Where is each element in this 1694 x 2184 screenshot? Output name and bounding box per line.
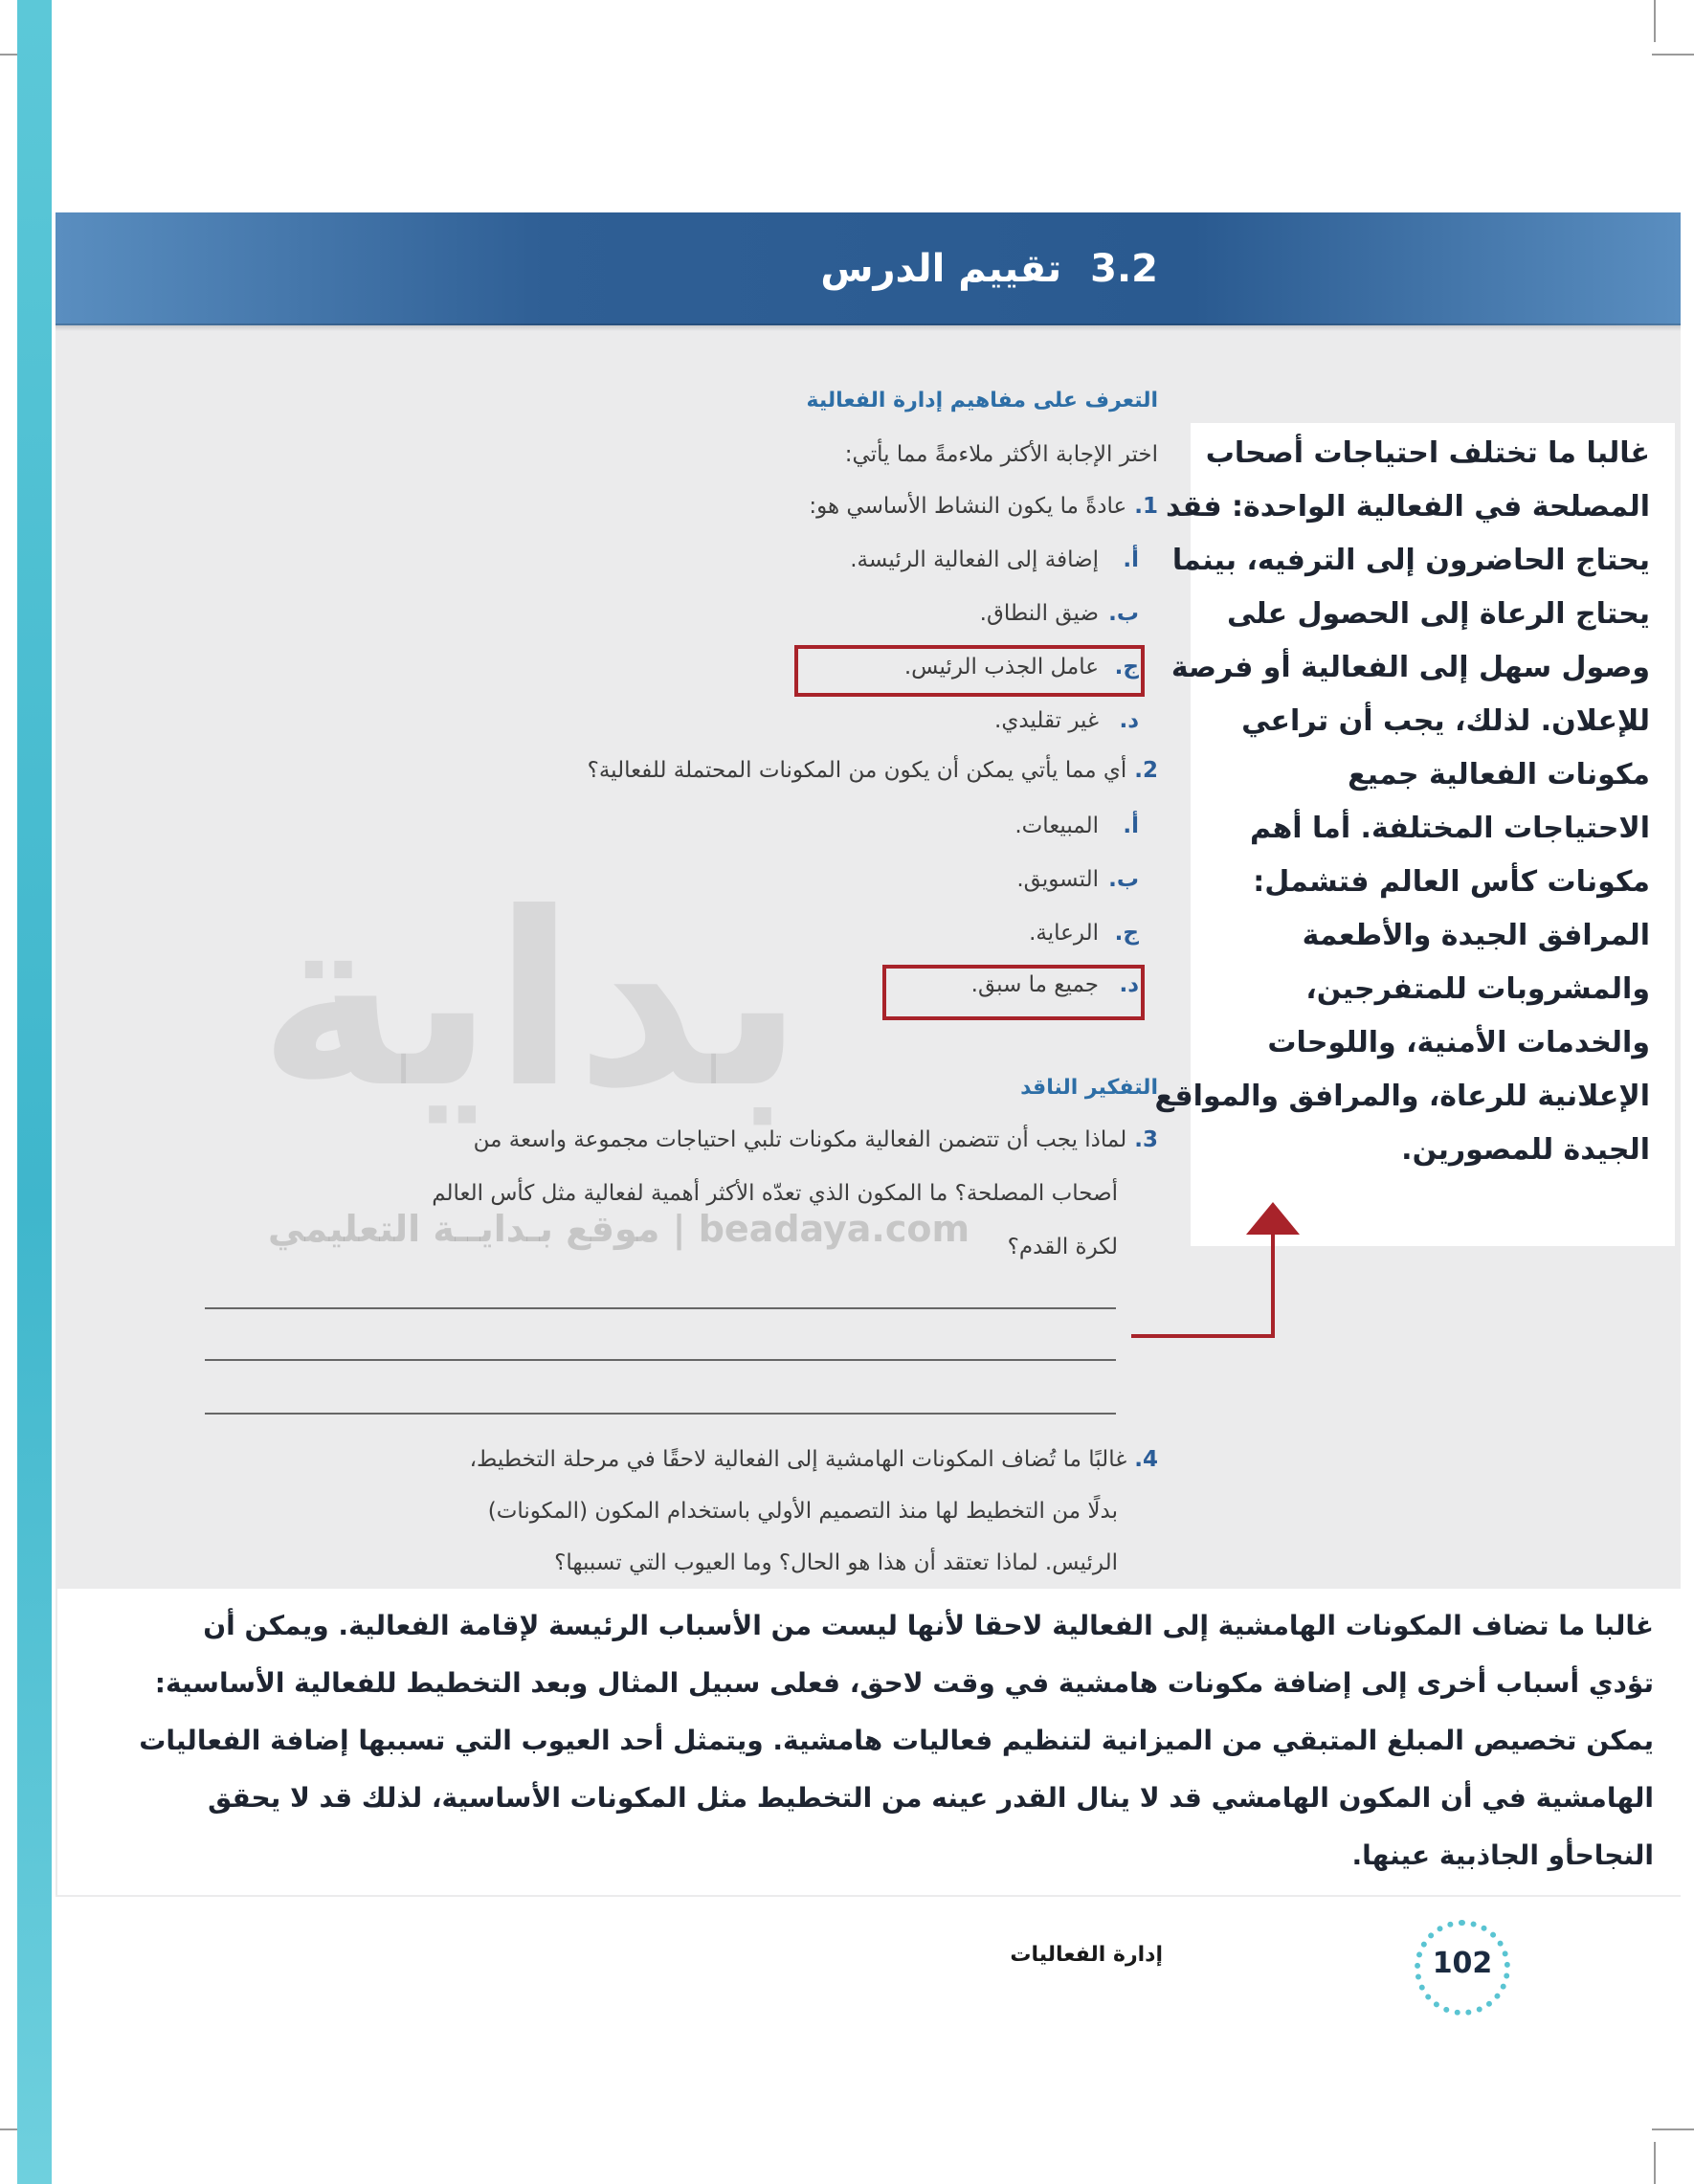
section-heading-concepts: التعرف على مفاهيم إدارة الفعالية bbox=[806, 389, 1158, 412]
note-line: الإعلانية للرعاة، والمرافق والمواقع bbox=[1154, 1080, 1650, 1113]
question-number: 4. bbox=[1134, 1447, 1158, 1472]
answer-line bbox=[205, 1307, 1116, 1309]
crop-mark bbox=[1654, 2142, 1656, 2184]
side-color-stripe bbox=[17, 0, 52, 2184]
answer-note-right bbox=[1154, 423, 1675, 1246]
option-letter: ج. bbox=[1114, 655, 1139, 680]
note-line: وصول سهل إلى الفعالية أو فرصة bbox=[1170, 651, 1650, 684]
answer-note-bottom bbox=[57, 1589, 1681, 1895]
question-number: 3. bbox=[1134, 1127, 1158, 1152]
note-line: يحتاج الرعاة إلى الحصول على bbox=[1226, 597, 1650, 631]
option-text: إضافة إلى الفعالية الرئيسة. bbox=[850, 547, 1099, 572]
option-letter: ب. bbox=[1108, 601, 1139, 626]
question-3-line-2: أصحاب المصلحة؟ ما المكون الذي تعدّه الأكثر أهمية لفعالية مثل كأس العالم bbox=[432, 1181, 1118, 1206]
note-line: مكونات الفعالية جميع bbox=[1348, 758, 1650, 791]
q2-option-b bbox=[1016, 867, 1139, 892]
page-title bbox=[820, 247, 1158, 291]
question-text: عادةً ما يكون النشاط الأساسي هو: bbox=[809, 494, 1127, 519]
question-4-line-2: بدلًا من التخطيط لها منذ التصميم الأولي باستخدام المكون (المكونات) bbox=[487, 1499, 1118, 1524]
option-letter: أ. bbox=[1123, 547, 1139, 572]
section-title: تقييم الدرس bbox=[820, 247, 1062, 291]
note-line: تؤدي أسباب أخرى إلى إضافة مكونات هامشية في وقت لاحق، فعلى سبيل المثال وبعد التخطيط للفعالية الأساسية: bbox=[154, 1667, 1654, 1699]
option-text: غير تقليدي. bbox=[994, 708, 1099, 733]
note-line: للإعلان. لذلك، يجب أن تراعي bbox=[1241, 704, 1650, 738]
option-text: المبيعات. bbox=[1014, 813, 1099, 838]
q1-option-a bbox=[850, 547, 1139, 572]
question-number: 2. bbox=[1134, 758, 1158, 783]
question-text: لماذا يجب أن تتضمن الفعالية مكونات تلبي احتياجات مجموعة واسعة من bbox=[473, 1127, 1127, 1152]
question-2 bbox=[588, 758, 1158, 783]
q1-option-b bbox=[980, 601, 1139, 626]
question-3-line-1 bbox=[474, 1127, 1158, 1152]
question-text: أي مما يأتي يمكن أن يكون من المكونات المحتملة للفعالية؟ bbox=[587, 758, 1127, 783]
section-number: 3.2 bbox=[1090, 247, 1158, 291]
note-line: الجيدة للمصورين. bbox=[1401, 1133, 1650, 1167]
option-text: عامل الجذب الرئيس. bbox=[903, 655, 1099, 680]
note-line: يحتاج الحاضرون إلى الترفيه، بينما bbox=[1171, 544, 1650, 577]
note-line: النجاحأو الجاذبية عينها. bbox=[1351, 1839, 1654, 1871]
page-number: 102 bbox=[1432, 1947, 1493, 1980]
footer-book-title: إدارة الفعاليات bbox=[1010, 1943, 1163, 1967]
crop-mark bbox=[1652, 2128, 1694, 2130]
crop-mark bbox=[1654, 0, 1656, 42]
question-4-line-1 bbox=[470, 1447, 1158, 1472]
crop-mark bbox=[1652, 54, 1694, 56]
q2-option-c bbox=[1029, 921, 1139, 946]
answer-highlight-box bbox=[794, 645, 1145, 697]
note-line: المرافق الجيدة والأطعمة bbox=[1302, 919, 1650, 952]
note-line: مكونات كأس العالم فتشمل: bbox=[1253, 865, 1650, 899]
answer-line bbox=[205, 1359, 1116, 1361]
option-letter: د. bbox=[1119, 972, 1139, 997]
section-heading-critical-thinking: التفكير الناقد bbox=[1020, 1076, 1158, 1100]
instruction-text: اختر الإجابة الأكثر ملاءمةً مما يأتي: bbox=[844, 442, 1158, 467]
note-line: المصلحة في الفعالية الواحدة: فقد bbox=[1166, 490, 1650, 524]
q2-option-a bbox=[1014, 813, 1139, 838]
option-letter: د. bbox=[1119, 708, 1139, 733]
note-line: غالبا ما تضاف المكونات الهامشية إلى الفعالية لاحقا لأنها ليست من الأسباب الرئيسة لإقامة الفعالية. ويمكن أن bbox=[203, 1610, 1654, 1641]
q1-option-d bbox=[994, 708, 1139, 733]
question-text: غالبًا ما تُضاف المكونات الهامشية إلى الفعالية لاحقًا في مرحلة التخطيط، bbox=[469, 1447, 1127, 1472]
option-letter: ج. bbox=[1114, 921, 1139, 946]
note-line: والخدمات الأمنية، واللوحات bbox=[1267, 1026, 1650, 1059]
watermark-site: beadaya.com | موقع بـدايــة التعليمي bbox=[268, 1208, 970, 1250]
header-shadow bbox=[56, 323, 1681, 331]
option-text: الرعاية. bbox=[1029, 921, 1099, 946]
question-number: 1. bbox=[1134, 494, 1158, 519]
note-line: يمكن تخصيص المبلغ المتبقي من الميزانية لتنظيم فعاليات هامشية. ويتمثل أحد العيوب التي تسببها إضافة الفعاليات bbox=[139, 1725, 1654, 1756]
option-text: التسويق. bbox=[1016, 867, 1099, 892]
note-line: الاحتياجات المختلفة. أما أهم bbox=[1249, 812, 1650, 845]
note-line: الهامشية في أن المكون الهامشي قد لا ينال القدر عينه من التخطيط مثل المكونات الأساسية، لذلك قد لا يحقق bbox=[208, 1782, 1654, 1814]
option-letter: ب. bbox=[1108, 867, 1139, 892]
note-line: غالبا ما تختلف احتياجات أصحاب bbox=[1205, 436, 1650, 470]
note-line: والمشروبات للمتفرجين، bbox=[1305, 972, 1650, 1006]
answer-highlight-box bbox=[882, 965, 1145, 1020]
option-text: ضيق النطاق. bbox=[979, 601, 1099, 626]
arrow-pointer-icon bbox=[1129, 1196, 1321, 1349]
watermark-logo: بداية bbox=[258, 861, 804, 1140]
answer-line bbox=[205, 1413, 1116, 1415]
option-letter: أ. bbox=[1123, 813, 1139, 838]
question-4-line-3: الرئيس. لماذا تعتقد أن هذا هو الحال؟ وما العيوب التي تسببها؟ bbox=[554, 1550, 1118, 1575]
question-3-line-3: لكرة القدم؟ bbox=[1007, 1235, 1118, 1259]
question-1 bbox=[809, 494, 1158, 519]
option-text: جميع ما سبق. bbox=[970, 972, 1099, 997]
